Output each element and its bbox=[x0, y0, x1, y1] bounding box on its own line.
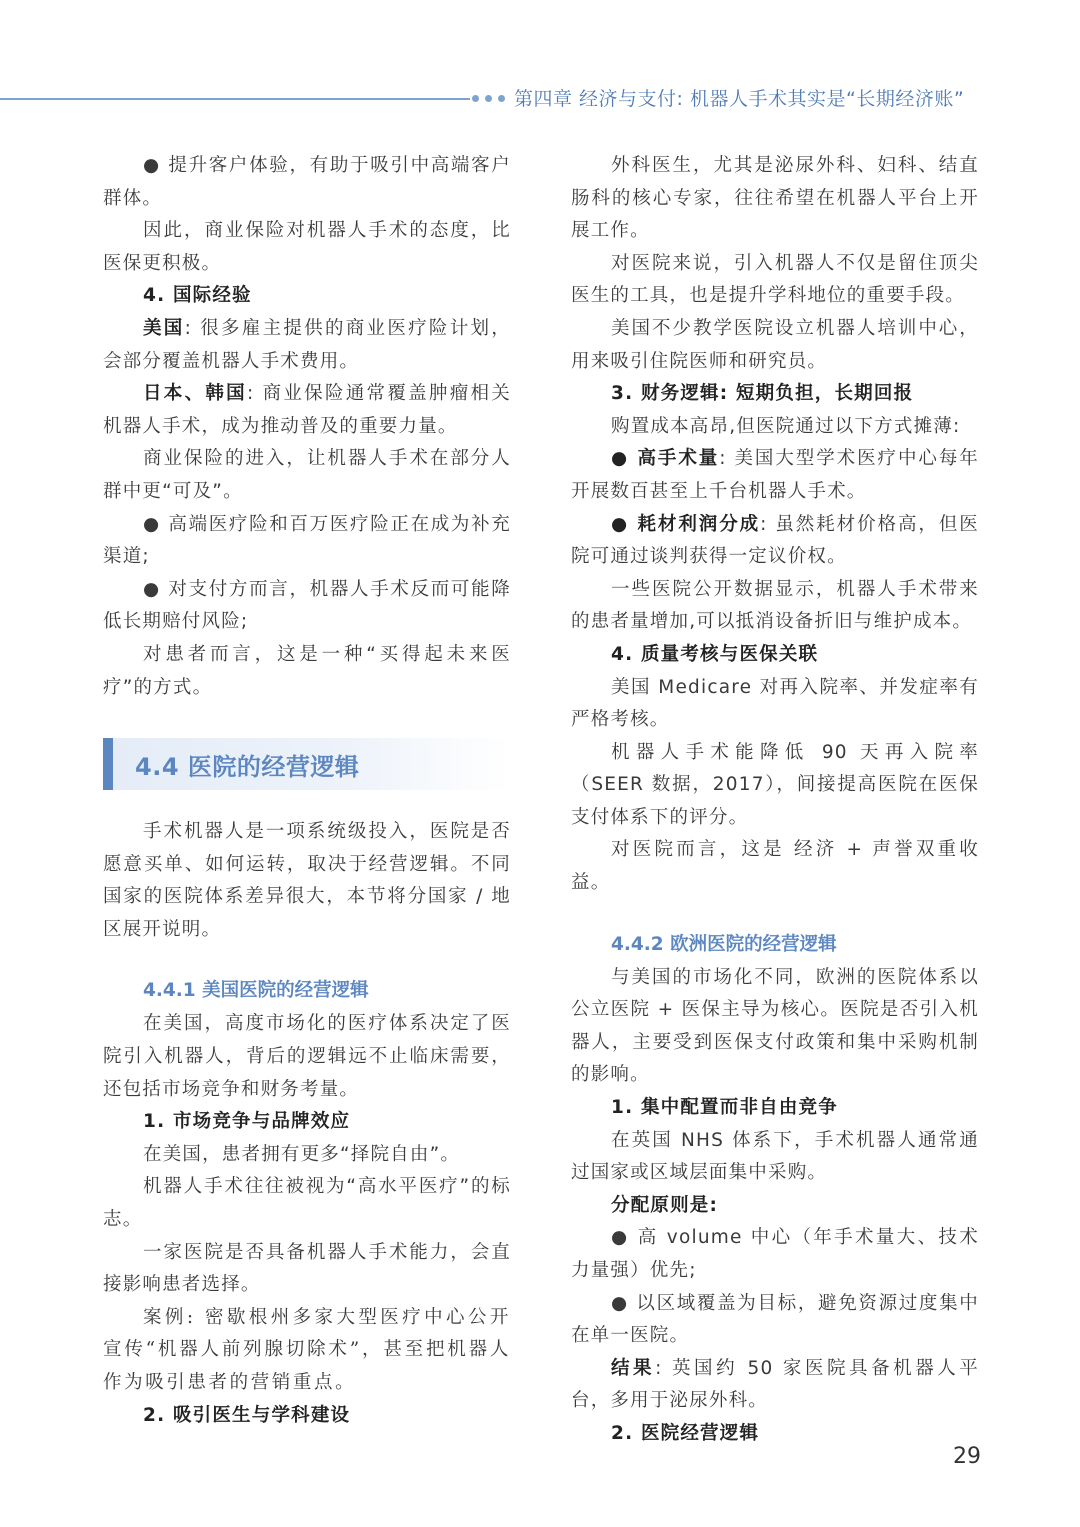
subheading: 1. 市场竞争与品牌效应 bbox=[143, 1111, 351, 1133]
page-number: 29 bbox=[953, 1444, 981, 1469]
paragraph: 机器人手术往往被视为“高水平医疗”的标志。 bbox=[103, 1176, 511, 1231]
header-dot bbox=[498, 95, 505, 102]
subheading: 3. 财务逻辑: 短期负担，长期回报 bbox=[611, 383, 914, 405]
bullet-paragraph bbox=[571, 443, 979, 508]
subheading: 1. 集中配置而非自由竞争 bbox=[611, 1097, 838, 1119]
paragraph bbox=[103, 378, 511, 443]
paragraph: 在美国，高度市场化的医疗体系决定了医院引入机器人，背后的逻辑远不止临床需要，还包括市场竞争和财务考量。 bbox=[103, 1013, 511, 1100]
chapter-title: 第四章 经济与支付: 机器人手术其实是“长期经济账” bbox=[514, 88, 965, 110]
paragraph: 因此，商业保险对机器人手术的态度，比医保更积极。 bbox=[103, 220, 511, 274]
paragraph: 一些医院公开数据显示，机器人手术带来的患者量增加,可以抵消设备折旧与维护成本。 bbox=[571, 578, 979, 633]
subheading: 2. 医院经营逻辑 bbox=[611, 1422, 760, 1444]
paragraph: 美国不少教学医院设立机器人培训中心，用来吸引住院医师和研究员。 bbox=[571, 317, 979, 372]
bullet-paragraph bbox=[571, 509, 979, 574]
paragraph: 对医院而言，这是 经济 + 声誉双重收益。 bbox=[571, 839, 979, 894]
case-paragraph: 案例: 密歇根州多家大型医疗中心公开宣传“机器人前列腺切除术”，甚至把机器人作为吸引患者的营销重点。 bbox=[103, 1306, 511, 1393]
subsection-title: 4.4.1 美国医院的经营逻辑 bbox=[143, 980, 369, 1002]
paragraph-text: : 英国约 50 家医院具备机器人平台，多用于泌尿外科。 bbox=[571, 1357, 979, 1412]
paragraph bbox=[103, 313, 511, 378]
paragraph-text: : 商业保险通常覆盖肿瘤相关机器人手术，成为推动普及的重要力量。 bbox=[103, 383, 511, 437]
paragraph: 美国 Medicare 对再入院率、并发症率有严格考核。 bbox=[571, 676, 979, 731]
bullet-paragraph: ● 提升客户体验，有助于吸引中高端客户群体。 bbox=[103, 155, 511, 209]
paragraph: 机器人手术能降低 90 天再入院率（SEER 数据，2017），间接提高医院在医保支付体系下的评分。 bbox=[571, 741, 979, 828]
header-dot bbox=[485, 95, 492, 102]
bullet-paragraph: ● 对支付方而言，机器人手术反而可能降低长期赔付风险; bbox=[103, 578, 511, 633]
bullet-paragraph: ● 高端医疗险和百万医疗险正在成为补充渠道; bbox=[103, 513, 511, 568]
paragraph: 一家医院是否具备机器人手术能力，会直接影响患者选择。 bbox=[103, 1241, 511, 1296]
paragraph: 购置成本高昂,但医院通过以下方式摊薄: bbox=[611, 415, 961, 437]
paragraph-text: : 很多雇主提供的商业医疗险计划，会部分覆盖机器人手术费用。 bbox=[103, 317, 512, 372]
subheading: 4. 国际经验 bbox=[143, 285, 252, 307]
section-heading bbox=[103, 738, 511, 790]
header-rule bbox=[0, 98, 470, 100]
section-heading-bar bbox=[103, 738, 113, 790]
paragraph-text: : 美国大型学术医疗中心每年开展数百甚至上千台机器人手术。 bbox=[571, 448, 979, 502]
paragraph-text: : 虽然耗材价格高，但医院可通过谈判获得一定议价权。 bbox=[571, 513, 979, 568]
bullet-paragraph: ● 高 volume 中心（年手术量大、技术力量强）优先; bbox=[571, 1227, 979, 1281]
label: ● 耗材利润分成 bbox=[611, 513, 761, 535]
paragraph: 对患者而言，这是一种“买得起未来医疗”的方式。 bbox=[103, 643, 511, 698]
subheading: 分配原则是: bbox=[611, 1194, 719, 1216]
subsection-title: 4.4.2 欧洲医院的经营逻辑 bbox=[611, 933, 837, 955]
bullet-paragraph: ● 以区域覆盖为目标，避免资源过度集中在单一医院。 bbox=[571, 1292, 979, 1347]
header-dot bbox=[472, 95, 479, 102]
label: 日本、韩国 bbox=[143, 383, 247, 405]
subheading: 2. 吸引医生与学科建设 bbox=[143, 1404, 351, 1426]
paragraph: 对医院来说，引入机器人不仅是留住顶尖医生的工具，也是提升学科地位的重要手段。 bbox=[571, 252, 979, 307]
paragraph: 外科医生，尤其是泌尿外科、妇科、结直肠科的核心专家，往往希望在机器人平台上开展工作。 bbox=[571, 155, 979, 242]
section-title: 4.4 医院的经营逻辑 bbox=[135, 753, 360, 782]
left-column bbox=[103, 150, 511, 1432]
paragraph: 手术机器人是一项系统级投入，医院是否愿意买单、如何运转，取决于经营逻辑。不同国家的医院体系差异很大，本节将分国家 / 地区展开说明。 bbox=[103, 821, 511, 940]
paragraph: 商业保险的进入，让机器人手术在部分人群中更“可及”。 bbox=[103, 448, 511, 502]
right-column bbox=[571, 150, 979, 1451]
paragraph: 与美国的市场化不同，欧洲的医院体系以公立医院 + 医保主导为核心。医院是否引入机器人，主要受到医保支付政策和集中采购机制的影响。 bbox=[571, 966, 979, 1086]
paragraph: 在美国，患者拥有更多“择院自由”。 bbox=[143, 1143, 461, 1165]
label: 结果 bbox=[611, 1357, 656, 1379]
paragraph bbox=[571, 1353, 979, 1418]
label: ● 高手术量 bbox=[611, 448, 720, 470]
label: 美国 bbox=[143, 317, 185, 339]
paragraph: 在英国 NHS 体系下，手术机器人通常通过国家或区域层面集中采购。 bbox=[571, 1129, 979, 1184]
subheading: 4. 质量考核与医保关联 bbox=[611, 643, 819, 665]
